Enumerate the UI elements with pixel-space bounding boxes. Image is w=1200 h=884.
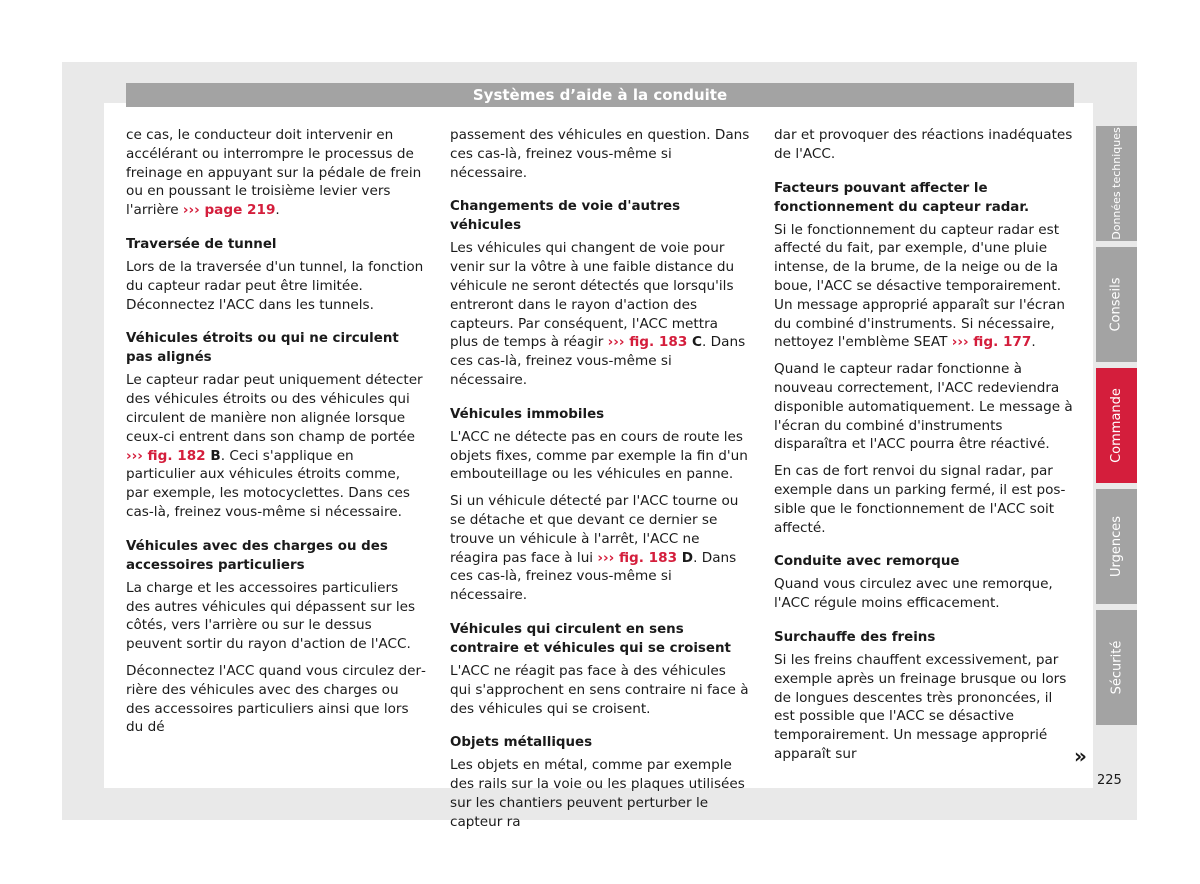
figure-link[interactable]: ››› fig. 182 bbox=[126, 447, 206, 464]
tab-urgences[interactable]: Urgences bbox=[1096, 489, 1137, 604]
page-link[interactable]: ››› page 219 bbox=[182, 202, 276, 219]
subheading: Véhicules immobiles bbox=[450, 406, 605, 422]
tab-donnees-techniques[interactable]: Données techniques bbox=[1096, 126, 1137, 241]
paragraph: ce cas, le conducteur doit intervenir en accélérant ou interrompre le processus de freinage en appuyant sur la pédale de frein ou en poussant le troisième levier vers l'arrière ››› page 219. bbox=[126, 127, 422, 219]
paragraph: Le capteur radar peut uniquement détecter des véhicules étroits ou des véhicules qui circulent de manière non alignée lorsque ceux-ci entrent dans son champ de portée ››› fig. 182 B. Ceci s'applique en particulier aux véhicules étroits comme, par exemple, les motocyclettes. Dans ces cas-là, freinez vous-même si nécessaire. bbox=[126, 372, 423, 520]
figure-link[interactable]: ››› fig. 183 bbox=[607, 334, 688, 351]
paragraph: Lors de la traversée d'un tunnel, la fonction du capteur radar peut être limitée. Déconnectez l'ACC dans les tunnels. bbox=[126, 258, 424, 313]
continue-icon: » bbox=[1074, 744, 1087, 768]
paragraph: Les véhicules qui changent de voie pour venir sur la vôtre à une faible distance du véhicule ne seront détectés que lorsqu'ils entreront dans le rayon d'action des capteurs. Par conséquent, l'ACC mettra plus de temps à réagir ››› fig. 183 C. Dans ces cas-là, freinez vous-même si nécessaire. bbox=[450, 240, 746, 388]
subheading: Véhicules avec des charges ou des accessoires particuliers bbox=[126, 538, 388, 573]
tab-commande[interactable]: Commande bbox=[1096, 368, 1137, 483]
paragraph: Déconnectez l'ACC quand vous circulez derrière des véhicules avec des charges ou des accessoires particuliers ainsi que lors du dé bbox=[126, 662, 426, 736]
paragraph: L'ACC ne détecte pas en cours de route les objets fixes, comme par exemple la fin d'un embouteillage ou les véhicules en panne. bbox=[450, 428, 748, 483]
tab-conseils[interactable]: Conseils bbox=[1096, 247, 1137, 362]
figure-link[interactable]: ››› fig. 183 bbox=[597, 549, 678, 566]
tab-securite[interactable]: Sécurité bbox=[1096, 610, 1137, 725]
paragraph: L'ACC ne réagit pas face à des véhicules qui s'approchent en sens contraire ni face à des véhicules qui se croisent. bbox=[450, 662, 749, 717]
paragraph: dar et provoquer des réactions inadéquates de l'ACC. bbox=[774, 127, 1073, 162]
subheading: Changements de voie d'autres véhicules bbox=[450, 199, 681, 234]
paragraph: Si les freins chauffent excessivement, par exemple après un freinage brusque ou lors de longues descentes très prononcées, il est possible que l'ACC se désactive temporairement. Un message approprié apparaît sur bbox=[774, 651, 1067, 762]
subheading: Surchauffe des freins bbox=[774, 629, 936, 645]
page-number: 225 bbox=[1097, 773, 1122, 788]
paragraph: En cas de fort renvoi du signal radar, par exemple dans un parking fermé, il est possible que le fonctionnement de l'ACC soit affecté. bbox=[774, 463, 1066, 536]
section-header: Systèmes d’aide à la conduite bbox=[126, 83, 1074, 107]
paragraph: passement des véhicules en question. Dans ces cas-là, freinez vous-même si nécessaire. bbox=[450, 127, 750, 181]
subheading: Véhicules étroits ou qui ne circulent pas alignés bbox=[126, 331, 399, 366]
paragraph: Si le fonctionnement du capteur radar est affecté du fait, par exemple, d'une pluie intense, de la brume, de la neige ou de la boue, l'ACC se désactive temporairement. Un message approprié apparaît sur l'écran du combiné d'instruments. Si nécessaire, nettoyez l'emblème SEAT ››› fig. 177. bbox=[774, 221, 1065, 351]
paragraph: Quand le capteur radar fonctionne à nouveau correctement, l'ACC redeviendra disponible automatiquement. Le message à l'écran du combiné d'instruments disparaîtra et l'ACC pourra être réactivé. bbox=[774, 361, 1073, 453]
subheading: Traversée de tunnel bbox=[126, 236, 277, 252]
subheading: Objets métalliques bbox=[450, 735, 593, 751]
text-column-3 bbox=[774, 126, 1074, 772]
subheading: Véhicules qui circulent en sens contraire et véhicules qui se croisent bbox=[450, 621, 731, 656]
paragraph: Les objets en métal, comme par exemple des rails sur la voie ou les plaques utilisées sur les chantiers peuvent perturber le capteur ra bbox=[450, 757, 745, 830]
paragraph: La charge et les accessoires particuliers des autres véhicules qui dépassent sur les côtés, vers l'arrière ou sur le dessus peuvent sortir du rayon d'action de l'ACC. bbox=[126, 579, 416, 653]
subheading: Conduite avec remorque bbox=[774, 554, 960, 570]
figure-link[interactable]: ››› fig. 177 bbox=[951, 334, 1032, 351]
text-column-2 bbox=[450, 126, 750, 840]
text-column-1 bbox=[126, 126, 426, 745]
subheading: Facteurs pouvant affecter le fonctionnement du capteur radar. bbox=[774, 180, 1030, 215]
paragraph: Si un véhicule détecté par l'ACC tourne ou se détache et que devant ce dernier se trouve un véhicule à l'arrêt, l'ACC ne réagira pas face à lui ››› fig. 183 D. Dans ces cas-là, freinez vous-même si nécessaire. bbox=[450, 493, 739, 604]
paragraph: Quand vous circulez avec une remorque, l'ACC régule moins efficacement. bbox=[774, 576, 1053, 612]
